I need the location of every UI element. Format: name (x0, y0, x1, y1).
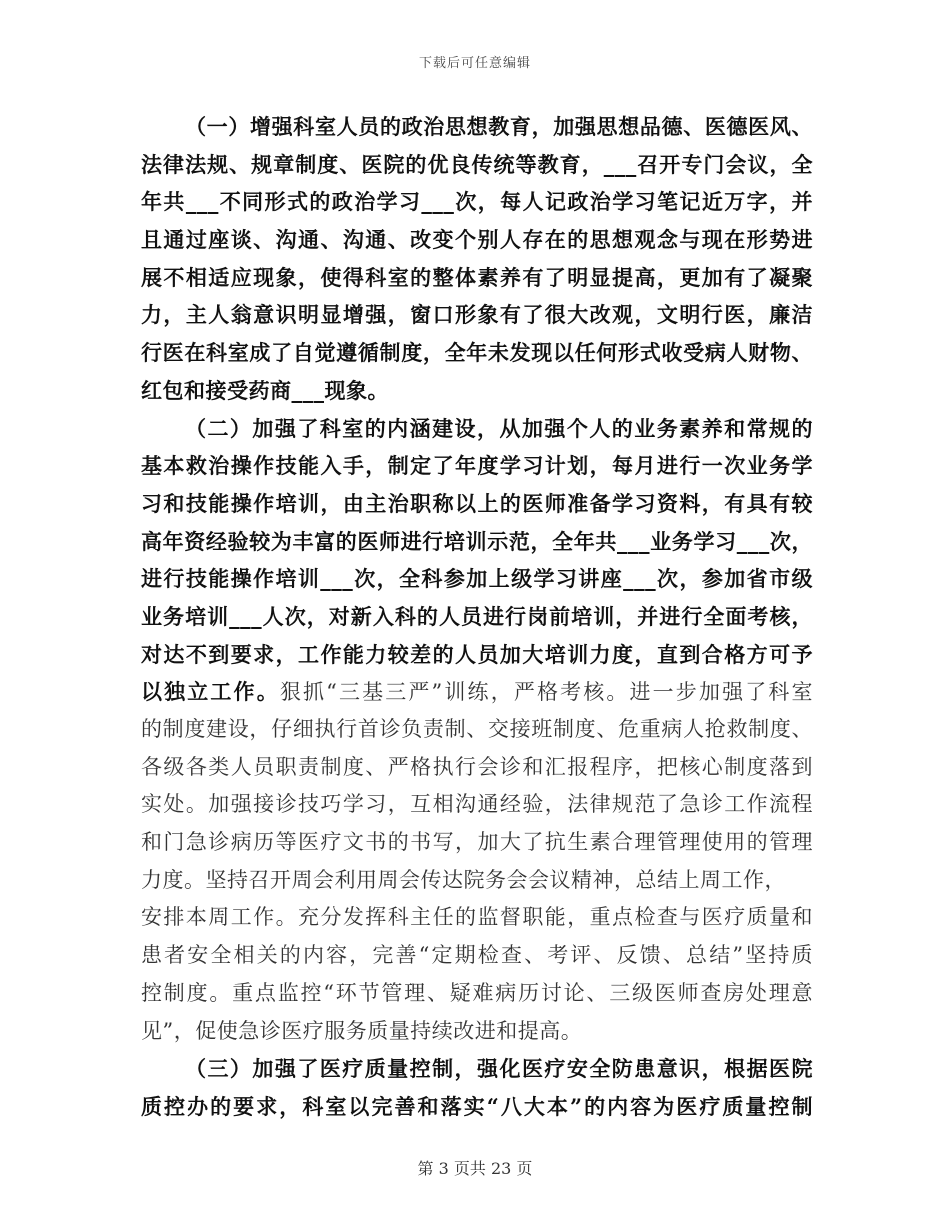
text-run: 狠抓“三基三严”训练，严格考核。进一步加强了科室 (279, 680, 813, 705)
text-run: 力，主人翁意识明显增强，窗口形象有了很大改观，文明行医，廉洁 (141, 302, 813, 328)
text-run: （一）增强科室人员的政治思想教育，加强思想品德、医德医风、 (185, 114, 813, 139)
text-line (141, 786, 813, 824)
text-line (141, 560, 813, 598)
text-line (141, 259, 813, 297)
text-run: 对达不到要求，工作能力较差的人员加大培训力度，直到合格方可予 (141, 641, 813, 667)
text-line (141, 485, 813, 523)
text-run: 基本救治操作技能入手，制定了年度学习计划，每月进行一次业务学 (141, 453, 813, 479)
text-line (141, 108, 813, 146)
text-line (141, 1088, 813, 1126)
text-line (141, 523, 813, 561)
text-run: 年共___不同形式的政治学习___次，每人记政治学习笔记近万字，并 (141, 189, 813, 215)
text-line (141, 1013, 813, 1051)
text-run: 质控办的要求，科室以完善和落实“八大本”的内容为医疗质量控制 (141, 1093, 813, 1119)
text-run: 行医在科室成了自觉遵循制度，全年未发现以任何形式收受病人财物、 (141, 340, 813, 366)
text-run: （三）加强了医疗质量控制，强化医疗安全防患意识，根据医院 (185, 1056, 813, 1082)
text-run: 安排本周工作。充分发挥科主任的监督职能，重点检查与医疗质量和 (141, 905, 813, 930)
text-run: 业务培训___人次，对新入科的人员进行岗前培训，并进行全面考核， (141, 603, 813, 629)
text-line (141, 334, 813, 372)
text-line (141, 975, 813, 1013)
text-run: 力度。坚持召开周会利用周会传达院务会会议精神，总结上周工作， (141, 867, 786, 892)
text-run: 进行技能操作培训___次，全科参加上级学习讲座___次，参加省市级 (141, 566, 813, 592)
text-run: 红包和接受药商___现象。 (141, 377, 389, 403)
text-line (141, 447, 813, 485)
text-run: （二）加强了科室的内涵建设，从加强个人的业务素养和常规的 (185, 415, 813, 441)
text-line (141, 862, 813, 900)
paragraph-3 (141, 1050, 813, 1125)
text-line (141, 749, 813, 787)
text-line (141, 410, 813, 448)
text-line (141, 824, 813, 862)
text-run: 和门急诊病历等医疗文书的书写，加大了抗生素合理管理使用的管理 (141, 830, 813, 855)
page-header: 下载后可任意编辑 (418, 56, 531, 71)
text-run: 见”，促使急诊医疗服务质量持续改进和提高。 (141, 1018, 583, 1043)
text-run: 各级各类人员职责制度、严格执行会诊和汇报程序，把核心制度落到 (141, 754, 813, 779)
text-run: 的制度建设，仔细执行首诊负责制、交接班制度、危重病人抢救制度、 (141, 717, 813, 741)
text-run: 患者安全相关的内容，完善“定期检查、考评、反馈、总结”坚持质 (141, 943, 813, 968)
text-run: 习和技能操作培训，由主治职称以上的医师准备学习资料，有具有较 (141, 490, 813, 516)
text-run: 控制度。重点监控“环节管理、疑难病历讨论、三级医师查房处理意 (141, 980, 813, 1005)
text-run: 高年资经验较为丰富的医师进行培训示范，全年共___业务学习___次， (141, 528, 813, 554)
page-footer: 第 3 页共 23 页 (417, 1159, 533, 1178)
text-line (141, 598, 813, 636)
text-run: 且通过座谈、沟通、沟通、改变个别人存在的思想观念与现在形势进 (141, 227, 813, 253)
text-line (141, 146, 813, 184)
text-line (141, 937, 813, 975)
document-body (141, 108, 813, 1126)
text-run: 实处。加强接诊技巧学习，互相沟通经验，法律规范了急诊工作流程 (141, 792, 813, 817)
text-line (141, 711, 813, 749)
text-line (141, 673, 813, 711)
text-line (141, 636, 813, 674)
text-run: 展不相适应现象，使得科室的整体素养有了明显提高，更加有了凝聚 (141, 264, 813, 290)
text-line (141, 221, 813, 259)
text-line (141, 1050, 813, 1088)
text-line (141, 372, 813, 410)
text-run: 法律法规、规章制度、医院的优良传统等教育，___召开专门会议，全 (141, 151, 813, 177)
paragraph-2 (141, 410, 813, 1051)
text-run: 以独立工作。 (141, 679, 280, 705)
paragraph-1 (141, 108, 813, 410)
text-line (141, 183, 813, 221)
text-line (141, 899, 813, 937)
text-line (141, 296, 813, 334)
